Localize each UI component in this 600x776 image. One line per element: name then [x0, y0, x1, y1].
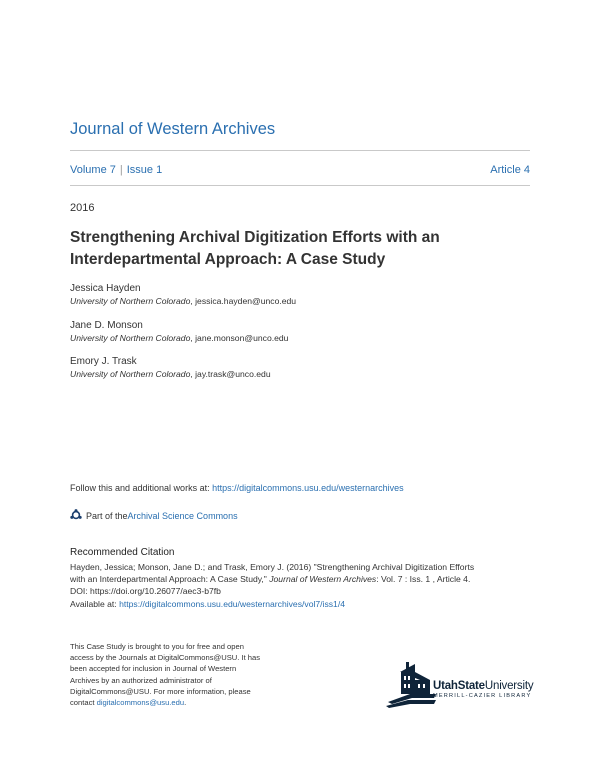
contact-email-link[interactable]: digitalcommons@usu.edu — [96, 698, 185, 708]
author-name: Jessica Hayden — [70, 283, 141, 294]
divider — [70, 185, 530, 186]
institution: University of Northern Colorado — [70, 369, 191, 379]
footer-notice — [70, 641, 300, 708]
divider — [70, 150, 530, 151]
institution: University of Northern Colorado — [70, 333, 191, 343]
footer-text: . — [184, 698, 187, 708]
citation-text: with an Interdepartmental Approach: A Case Study," — [70, 574, 270, 585]
paper-title: Strengthening Archival Digitization Efforts with an Interdepartmental Approach: A Case Study — [70, 229, 440, 268]
citation-doi: DOI: https://doi.org/10.26077/aec3-b7fb — [70, 586, 221, 597]
citation-line — [70, 573, 540, 585]
university-name — [433, 680, 533, 692]
journal-title-link[interactable]: Journal of Western Archives — [70, 120, 276, 138]
library-name: MERRILL-CAZIER LIBRARY — [433, 693, 532, 699]
author-name: Emory J. Trask — [70, 356, 137, 367]
issue-row — [70, 164, 530, 176]
available-link[interactable]: https://digitalcommons.usu.edu/westernarchives/vol7/iss1/4 — [119, 598, 345, 609]
author-affiliation — [70, 333, 288, 343]
separator: | — [119, 164, 123, 176]
citation-line: Hayden, Jessica; Monson, Jane D.; and Trask, Emory J. (2016) "Strengthening Archival Digitization Efforts — [70, 562, 475, 572]
volume-link[interactable]: Volume 7 — [70, 164, 116, 176]
commons-link[interactable]: Archival Science Commons — [127, 511, 238, 521]
issue-link[interactable]: Issue 1 — [126, 164, 163, 176]
publication-year: 2016 — [70, 202, 95, 214]
citation-journal: Journal of Western Archives — [269, 574, 377, 585]
footer-line: access by the Journals at DigitalCommons@USU. It has — [70, 653, 261, 663]
footer-line: been accepted for inclusion in Journal of Western — [70, 664, 237, 674]
footer-line: DigitalCommons@USU. For more information, please — [70, 686, 251, 696]
available-prefix: Available at: — [70, 598, 120, 609]
institution: University of Northern Colorado — [70, 296, 191, 306]
footer-line — [70, 697, 300, 708]
author-affiliation — [70, 369, 271, 379]
network-icon — [70, 509, 86, 523]
follow-line — [70, 483, 404, 493]
article-link[interactable]: Article 4 — [490, 164, 530, 176]
citation-heading: Recommended Citation — [70, 547, 175, 558]
logo-bold: UtahState — [433, 680, 485, 692]
part-of-prefix: Part of the — [86, 511, 128, 521]
author-email[interactable]: , jay.trask@unco.edu — [190, 369, 271, 379]
library-logo-text — [433, 680, 533, 699]
part-of-line — [70, 509, 238, 523]
citation-available — [70, 598, 540, 610]
author-email[interactable]: , jessica.hayden@unco.edu — [190, 296, 297, 306]
footer-line: This Case Study is brought to you for free and open — [70, 642, 244, 651]
footer-text: contact — [70, 698, 97, 708]
author-affiliation — [70, 296, 296, 306]
citation-body — [70, 561, 540, 610]
footer-line: Archives by an authorized administrator of — [70, 675, 212, 685]
follow-link[interactable]: https://digitalcommons.usu.edu/westernarchives — [212, 483, 404, 493]
citation-text: : Vol. 7 : Iss. 1 , Article 4. — [376, 574, 471, 585]
follow-text: Follow this and additional works at: — [70, 483, 213, 493]
author-name: Jane D. Monson — [70, 320, 143, 331]
author-email[interactable]: , jane.monson@unco.edu — [190, 333, 289, 343]
logo-regular: University — [484, 680, 534, 692]
